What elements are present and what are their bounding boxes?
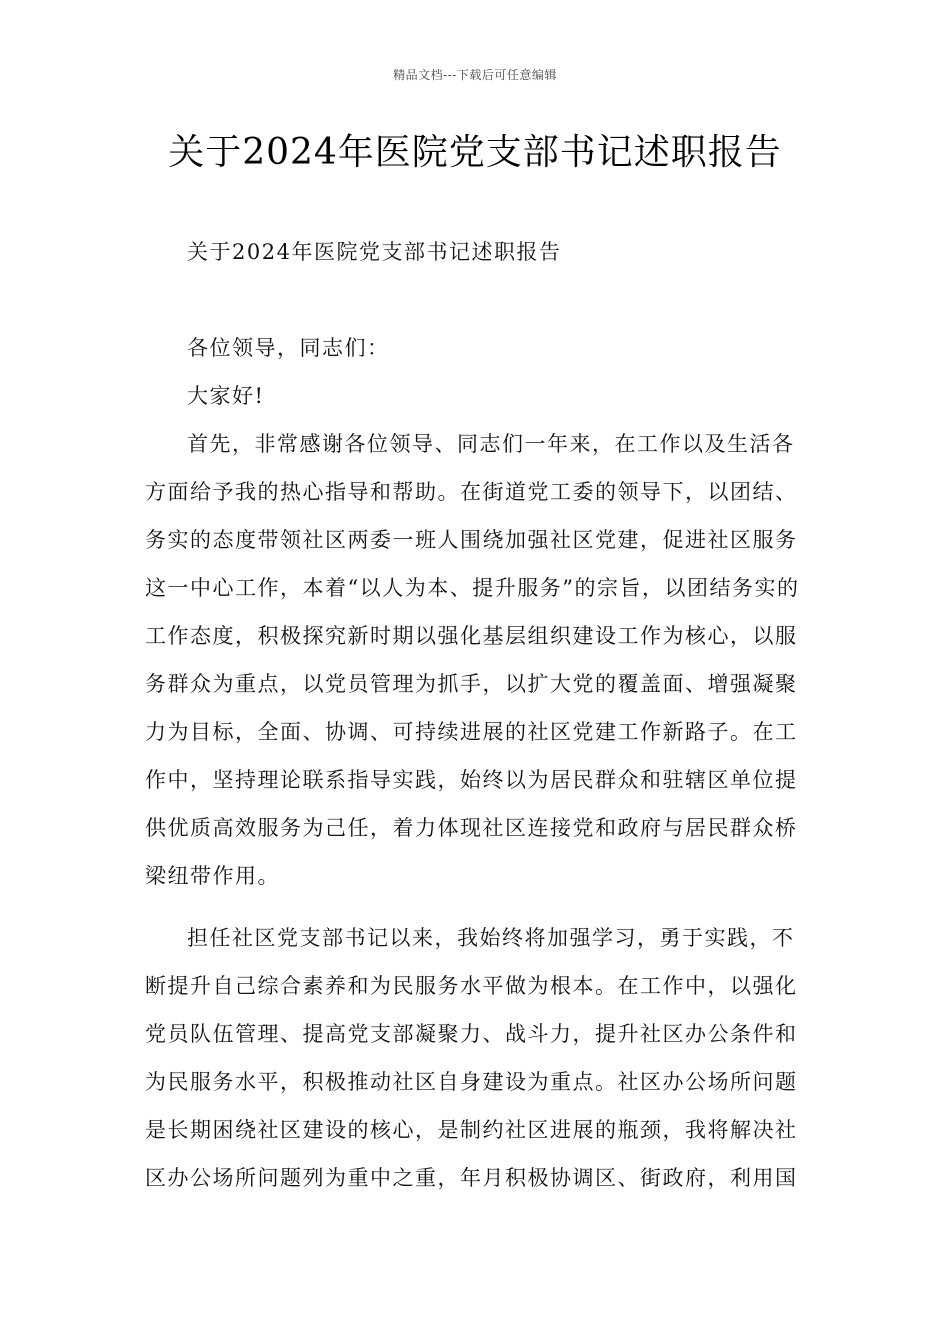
- header-note: 精品文档---下载后可任意编辑: [393, 68, 557, 82]
- salutation: 各位领导，同志们：: [187, 336, 390, 360]
- document-subtitle: 关于2024年医院党支部书记述职报告: [187, 240, 562, 264]
- document-title: 关于2024年医院党支部书记述职报告: [168, 132, 782, 173]
- paragraph: 担任社区党支部书记以来，我始终将加强学习，勇于实践，不断提升自己综合素养和为民服务水平做为根本。在工作中，以强化党员队伍管理、提高党支部凝聚力、战斗力，提升社区办公条件和为民服务水平，积极推动社区自身建设为重点。社区办公场所问题是长期困绕社区建设的核心，是制约社区进展的瓶颈，我将解决社区办公场所问题列为重中之重，年月积极协调区、街政府，利用国: [145, 926, 798, 1190]
- document-body: [145, 228, 807, 1202]
- paragraph: 首先，非常感谢各位领导、同志们一年来，在工作以及生活各方面给予我的热心指导和帮助。在街道党工委的领导下，以团结、务实的态度带领社区两委一班人围绕加强社区党建，促进社区服务这一中心工作，本着“以人为本、提升服务”的宗旨，以团结务实的工作态度，积极探究新时期以强化基层组织建设工作为核心，以服务群众为重点，以党员管理为抓手，以扩大党的覆盖面、增强凝聚力为目标，全面、协调、可持续进展的社区党建工作新路子。在工作中，坚持理论联系指导实践，始终以为居民群众和驻辖区单位提供优质高效服务为己任，着力体现社区连接党和政府与居民群众桥梁纽带作用。: [145, 432, 800, 888]
- greeting: 大家好!: [187, 384, 265, 408]
